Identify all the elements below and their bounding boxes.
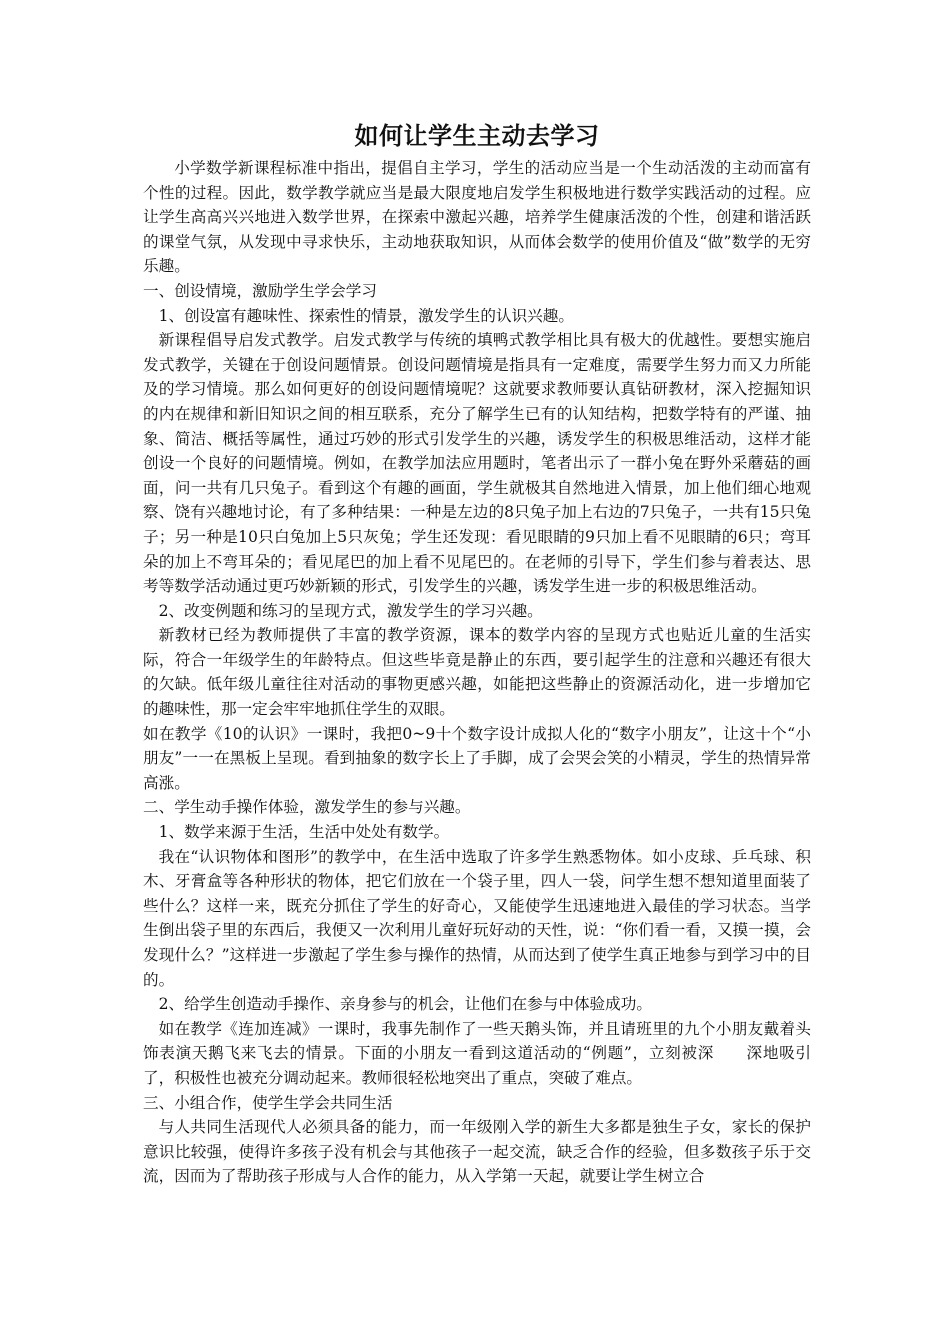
paragraph-2-2: 如在教学《连加连减》一课时，我事先制作了一些天鹅头饰，并且请班里的九个小朋友戴着头饰表演天鹅飞来飞去的情景。下面的小朋友一看到这道活动的“例题”，立刻被深 深地吸引了，积极性也被充分调动起来。教师很轻松地突出了重点，突破了难点。 [143,1019,811,1087]
paragraph-2-1: 我在“认识物体和图形”的教学中，在生活中选取了许多学生熟悉物体。如小皮球、乒乓球、积木、牙膏盒等各种形状的物体，把它们放在一个袋子里，四人一袋，问学生想不想知道里面装了些什么？这样一来，既充分抓住了学生的好奇心，又能使学生迅速地进入最佳的学习状态。当学生倒出袋子里的东西后，我便又一次利用儿童好玩好动的天性，说：“你们看一看，又摸一摸，会发现什么？”这样进一步激起了学生参与操作的热情，从而达到了使学生真正地参与到学习中的目的。 [143,847,811,989]
paragraph-1-1: 新课程倡导启发式教学。启发式教学与传统的填鸭式教学相比具有极大的优越性。要想实施启发式教学，关键在于创设问题情景。创设问题情境是指具有一定难度，需要学生努力而又力所能及的学习情境。那么如何更好的创设问题情境呢？这就要求教师要认真钻研教材，深入挖掘知识的内在规律和新旧知识之间的相互联系，充分了解学生已有的认知结构，把数学特有的严谨、抽象、简洁、概括等属性，通过巧妙的形式引发学生的兴趣，诱发学生的积极思维活动，这样才能创设一个良好的问题情境。例如，在教学加法应用题时，笔者出示了一群小兔在野外采蘑菇的画面，问一共有几只兔子。看到这个有趣的画面，学生就极其自然地进入情景，加上他们细心地观察、饶有兴趣地讨论，有了多种结果：一种是左边的8只兔子加上右边的7只兔子，一共有15只兔子；另一种是10只白兔加上5只灰兔；学生还发现：看见眼睛的9只加上看不见眼睛的6只；弯耳朵的加上不弯耳朵的；看见尾巴的加上看不见尾巴的。在老师的引导下，学生们参与着表达、思考等数学活动通过更巧妙新颖的形式，引发学生的兴趣，诱发学生进一步的积极思维活动。 [143,331,811,596]
paragraph-3: 与人共同生活现代人必须具备的能力，而一年级刚入学的新生大多都是独生子女，家长的保护意识比较强，使得许多孩子没有机会与其他孩子一起交流，缺乏合作的经验，但多数孩子乐于交流，因而为了帮助孩子形成与人合作的能力，从入学第一天起，就要让学生树立合 [143,1118,811,1186]
document-title: 如何让学生主动去学习 [354,121,600,150]
paragraph-1-2a: 新教材已经为教师提供了丰富的教学资源，课本的数学内容的呈现方式也贴近儿童的生活实际，符合一年级学生的年龄特点。但这些毕竟是静止的东西，要引起学生的注意和兴趣还有很大的欠缺。低年级儿童往往对活动的事物更感兴趣，如能把这些静止的资源活动化，进一步增加它的趣味性，那一定会牢牢地抓住学生的双眼。 [143,626,811,719]
paragraph-intro: 小学数学新课程标准中指出，提倡自主学习，学生的活动应当是一个生动活泼的主动而富有个性的过程。因此，数学教学就应当是最大限度地启发学生积极地进行数学实践活动的过程。应让学生高高兴兴地进入数学世界，在探索中激起兴趣，培养学生健康活泼的个性，创建和谐活跃的课堂气氛，从发现中寻求快乐，主动地获取知识，从而体会数学的使用价值及“做”数学的无穷乐趣。 [143,159,811,276]
section-heading-3: 三、小组合作，使学生学会共同生活 [143,1093,393,1112]
section-heading-2: 二、学生动手操作体验，激发学生的参与兴趣。 [143,798,471,817]
paragraph-1-2b: 如在教学《10的认识》一课时，我把0~9十个数字设计成拟人化的“数字小朋友”，让这十个“小朋友”一一在黑板上呈现。看到抽象的数字长上了手脚，成了会哭会笑的小精灵，学生的热情异常高涨。 [143,724,811,792]
subheading-2-2: 2、给学生创造动手操作、亲身参与的机会，让他们在参与中体验成功。 [158,995,652,1014]
subheading-2-1: 1、数学来源于生活，生活中处处有数学。 [158,823,450,842]
subheading-1-2: 2、改变例题和练习的呈现方式，激发学生的学习兴趣。 [158,601,543,620]
document-body [143,120,811,1189]
subheading-1-1: 1、创设富有趣味性、探索性的情景，激发学生的认识兴趣。 [158,306,574,325]
section-heading-1: 一、创设情境，激励学生学会学习 [143,281,377,300]
